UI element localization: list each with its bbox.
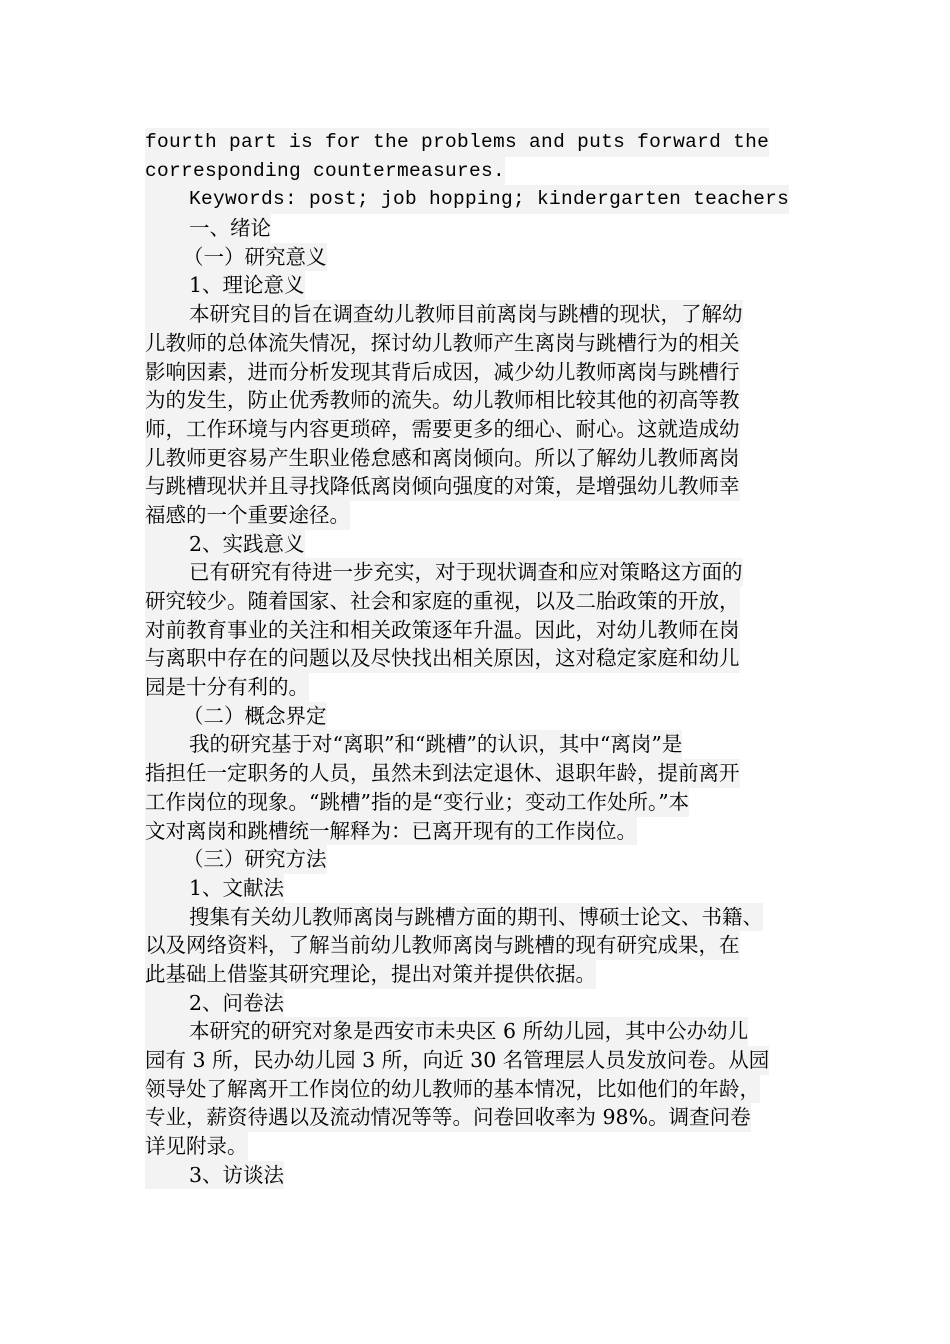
paragraph-line: 影响因素，进而分析发现其背后成因，减少幼儿教师离岗与跳槽行 xyxy=(145,358,740,387)
paragraph-line: 与跳槽现状并且寻找降低离岗倾向强度的对策，是增强幼儿教师幸 xyxy=(145,472,740,501)
paragraph-line: 福感的一个重要途径。 xyxy=(145,501,350,530)
paragraph-line: 搜集有关幼儿教师离岗与跳槽方面的期刊、博硕士论文、书籍、 xyxy=(145,903,763,932)
paragraph-line: 本研究目的旨在调查幼儿教师目前离岗与跳槽的现状，了解幼 xyxy=(145,300,743,329)
paragraph-line: 已有研究有待进一步充实，对于现状调查和应对策略这方面的 xyxy=(145,558,743,587)
paragraph-line: 对前教育事业的关注和相关政策逐年升温。因此，对幼儿教师在岗 xyxy=(145,616,740,645)
paragraph-line: 与离职中存在的问题以及尽快找出相关原因，这对稳定家庭和幼儿 xyxy=(145,644,740,673)
paragraph-line: 专业，薪资待遇以及流动情况等等。问卷回收率为 98%。调查问卷 xyxy=(145,1103,751,1132)
subheading: 2、实践意义 xyxy=(145,530,305,559)
subsection-heading: （三）研究方法 xyxy=(145,845,327,874)
document-body xyxy=(145,128,815,1189)
paragraph-line: 园有 3 所，民办幼儿园 3 所，向近 30 名管理层人员发放问卷。从园 xyxy=(145,1046,769,1075)
subsection-heading: （一）研究意义 xyxy=(145,243,327,272)
section-heading: 一、绪论 xyxy=(145,214,271,243)
paragraph-line: 工作岗位的现象。“跳槽”指的是“变行业；变动工作处所。”本 xyxy=(145,788,689,817)
paragraph-line: 本研究的研究对象是西安市未央区 6 所幼儿园，其中公办幼儿 xyxy=(145,1017,748,1046)
paragraph-line: 详见附录。 xyxy=(145,1132,248,1161)
subheading: 3、访谈法 xyxy=(145,1161,284,1190)
subheading: 1、文献法 xyxy=(145,874,284,903)
paragraph-line: 以及网络资料，了解当前幼儿教师离岗与跳槽的现有研究成果，在 xyxy=(145,931,740,960)
paragraph-line: 领导处了解离开工作岗位的幼儿教师的基本情况，比如他们的年龄， xyxy=(145,1075,760,1104)
keywords-line: Keywords: post; job hopping; kindergarten teachers xyxy=(145,185,789,214)
paragraph-line: 师，工作环境与内容更琐碎，需要更多的细心、耐心。这就造成幼 xyxy=(145,415,740,444)
paragraph-line: 此基础上借鉴其研究理论，提出对策并提供依据。 xyxy=(145,960,596,989)
paragraph-line: 我的研究基于对“离职”和“跳槽”的认识，其中“离岗”是 xyxy=(145,730,682,759)
subheading: 1、理论意义 xyxy=(145,271,305,300)
abstract-line: fourth part is for the problems and puts forward the xyxy=(145,128,769,157)
paragraph-line: 儿教师更容易产生职业倦怠感和离岗倾向。所以了解幼儿教师离岗 xyxy=(145,444,740,473)
subsection-heading: （二）概念界定 xyxy=(145,702,327,731)
paragraph-line: 指担任一定职务的人员，虽然未到法定退休、退职年龄，提前离开 xyxy=(145,759,740,788)
paragraph-line: 研究较少。随着国家、社会和家庭的重视，以及二胎政策的开放， xyxy=(145,587,740,616)
paragraph-line: 文对离岗和跳槽统一解释为：已离开现有的工作岗位。 xyxy=(145,817,637,846)
paragraph-line: 园是十分有利的。 xyxy=(145,673,309,702)
abstract-line: corresponding countermeasures. xyxy=(145,157,505,186)
paragraph-line: 儿教师的总体流失情况，探讨幼儿教师产生离岗与跳槽行为的相关 xyxy=(145,329,740,358)
subheading: 2、问卷法 xyxy=(145,989,284,1018)
paragraph-line: 为的发生，防止优秀教师的流失。幼儿教师相比较其他的初高等教 xyxy=(145,386,740,415)
